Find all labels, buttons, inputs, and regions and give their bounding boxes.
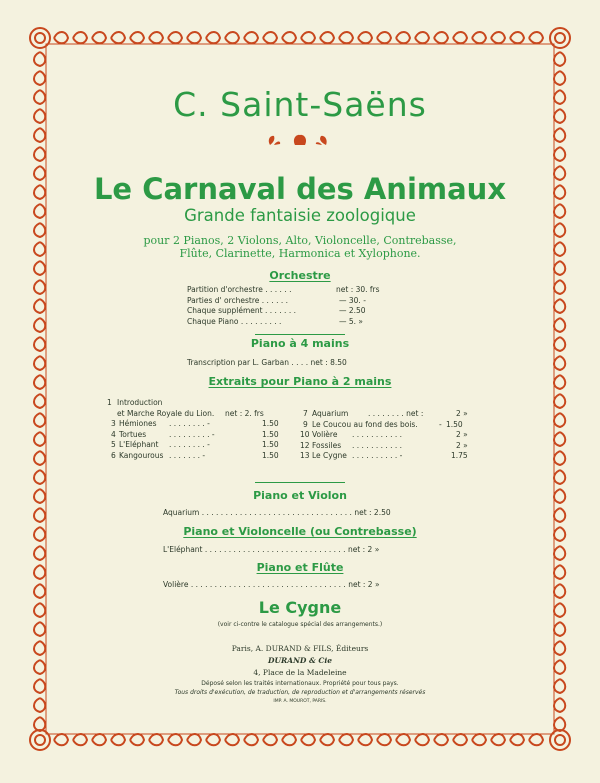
border-segment	[149, 734, 163, 745]
publisher-line-1: Paris, A. DURAND & FILS, Éditeurs	[231, 644, 369, 653]
price-row: Partition d'orchestre . . . . . . net : 30. frs	[187, 285, 380, 294]
border-segment	[358, 32, 372, 43]
border-segment	[472, 32, 486, 43]
border-segment	[34, 584, 45, 598]
border-segment	[510, 32, 524, 43]
border-segment	[30, 730, 50, 750]
border-segment	[54, 734, 68, 745]
border-segment	[555, 735, 565, 745]
border-segment	[415, 32, 429, 43]
divider	[255, 334, 345, 335]
border-segment	[554, 71, 565, 85]
extraits-right-column	[300, 409, 500, 462]
border-segment	[34, 52, 45, 66]
border-segment	[92, 32, 106, 43]
border-segment	[34, 394, 45, 408]
border-segment	[263, 734, 277, 745]
border-segment	[554, 318, 565, 332]
border-segment	[320, 734, 334, 745]
border-segment	[554, 717, 565, 731]
border-segment	[301, 32, 315, 43]
border-segment	[149, 32, 163, 43]
border-segment	[554, 299, 565, 313]
border-segment	[187, 32, 201, 43]
border-segment	[529, 32, 543, 43]
extrait-row: 13 Le Cygne . . . . . . . . . . - 1.75	[300, 451, 468, 461]
border-segment	[529, 734, 543, 745]
printer-credit: IMP. A. MOUROT, PARIS.	[273, 699, 327, 704]
publisher-address: 4, Place de la Madeleine	[253, 668, 347, 677]
extrait-row: 1 Introduction	[107, 398, 163, 407]
border-segment	[554, 508, 565, 522]
border-segment	[34, 280, 45, 294]
border-segment	[244, 734, 258, 745]
price-row: Parties d' orchestre . . . . . . — 30. -	[187, 295, 366, 305]
border-segment	[491, 734, 505, 745]
extrait-row: 4 Tortues . . . . . . . . . - 1.50	[111, 429, 279, 439]
section-heading-orchestre: Orchestre	[269, 269, 331, 282]
border-segment	[111, 32, 125, 43]
rights-notice: Tous droits d'exécution, de traduction, de reproduction et d'arrangements réservés	[174, 689, 426, 696]
section-heading-piano-violon: Piano et Violon	[253, 489, 347, 502]
border-segment	[111, 734, 125, 745]
section-heading-piano-violoncelle: Piano et Violoncelle (ou Contrebasse)	[183, 525, 417, 538]
border-segment	[554, 413, 565, 427]
border-segment	[263, 32, 277, 43]
border-segment	[92, 734, 106, 745]
border-segment	[34, 432, 45, 446]
border-segment	[554, 356, 565, 370]
border-segment	[377, 32, 391, 43]
le-cygne-heading: Le Cygne	[258, 598, 342, 617]
price-row: Chaque supplément . . . . . . . — 2.50	[187, 306, 366, 315]
catalogue-note: (voir ci-contre le catalogue spécial des arrangements.)	[217, 621, 383, 628]
border-segment	[472, 734, 486, 745]
piano-violon-row: Aquarium . . . . . . . . . . . . . . . . . . . . . . . . . . . . . . . . net : 2.50	[163, 508, 391, 517]
border-segment	[206, 32, 220, 43]
legal-notice: Déposé selon les traités internationaux. Propriété pour tous pays.	[201, 680, 399, 687]
border-segment	[30, 28, 50, 48]
border-segment	[554, 470, 565, 484]
border-segment	[554, 584, 565, 598]
border-segment	[206, 734, 220, 745]
border-segment	[554, 280, 565, 294]
border-segment	[358, 734, 372, 745]
border-segment	[168, 32, 182, 43]
border-segment	[187, 734, 201, 745]
piano-violoncelle-row: L'Eléphant . . . . . . . . . . . . . . . . . . . . . . . . . . . . . . net : 2 »	[163, 545, 380, 554]
border-segment	[377, 734, 391, 745]
border-segment	[415, 734, 429, 745]
border-segment	[34, 413, 45, 427]
piano-4-mains-row: Transcription par L. Garban . . . . net : 8.50	[187, 358, 347, 367]
section-heading-extraits: Extraits pour Piano à 2 mains	[208, 375, 392, 388]
orchestre-price-list	[187, 285, 427, 327]
three-leaf-ornament-icon	[0, 132, 600, 151]
border-segment	[225, 32, 239, 43]
border-segment	[554, 432, 565, 446]
border-segment	[301, 734, 315, 745]
extrait-row: 9 Le Coucou au fond des bois. - 1.50	[303, 419, 463, 429]
border-segment	[34, 546, 45, 560]
border-segment	[453, 32, 467, 43]
extrait-row: 6 Kangourous . . . . . . . - 1.50	[111, 450, 279, 460]
border-segment	[339, 32, 353, 43]
border-segment	[282, 32, 296, 43]
price-row: Chaque Piano . . . . . . . . . — 5. »	[187, 316, 364, 326]
border-segment	[130, 734, 144, 745]
extrait-row: 3 Hémiones . . . . . . . . - 1.50	[111, 419, 279, 429]
border-segment	[225, 734, 239, 745]
extrait-row: 5 L'Eléphant . . . . . . . . - 1.50	[111, 440, 279, 450]
extrait-row: 10 Volière . . . . . . . . . . . 2 »	[300, 430, 468, 440]
border-segment	[35, 735, 45, 745]
border-segment	[434, 734, 448, 745]
extraits-left-column	[107, 398, 287, 462]
piece-title: Le Carnaval des Animaux	[93, 172, 507, 206]
border-segment	[320, 32, 334, 43]
border-segment	[168, 734, 182, 745]
border-segment	[35, 33, 45, 43]
piano-flute-row: Volière . . . . . . . . . . . . . . . . . . . . . . . . . . . . . . . . . net : 2 »	[163, 580, 380, 589]
border-segment	[510, 734, 524, 745]
section-heading-piano-4-mains: Piano à 4 mains	[250, 337, 350, 350]
publisher-line-2: DURAND & Cie	[267, 656, 333, 665]
instrumentation-line-2: Flûte, Clarinette, Harmonica et Xylophone.	[179, 247, 421, 260]
border-segment	[73, 32, 87, 43]
piece-subtitle: Grande fantaisie zoologique	[184, 206, 416, 225]
border-segment	[244, 32, 258, 43]
divider	[255, 482, 345, 483]
extrait-row: et Marche Royale du Lion. net : 2. frs	[117, 408, 264, 418]
border-segment	[34, 356, 45, 370]
border-segment	[453, 734, 467, 745]
border-segment	[34, 717, 45, 731]
border-segment	[550, 28, 570, 48]
extrait-row: 12 Fossiles . . . . . . . . . . . 2 »	[300, 440, 468, 450]
border-segment	[434, 32, 448, 43]
composer-name: C. Saint-Saëns	[173, 85, 427, 124]
border-segment	[554, 451, 565, 465]
border-segment	[282, 734, 296, 745]
border-segment	[396, 734, 410, 745]
border-segment	[130, 32, 144, 43]
border-segment	[34, 508, 45, 522]
border-segment	[54, 32, 68, 43]
border-segment	[34, 470, 45, 484]
border-segment	[34, 71, 45, 85]
border-segment	[34, 451, 45, 465]
border-segment	[550, 730, 570, 750]
section-heading-piano-flute: Piano et Flûte	[256, 561, 344, 574]
extrait-row: 7 Aquarium . . . . . . . . net : 2 »	[303, 409, 468, 418]
border-segment	[34, 318, 45, 332]
instrumentation-line-1: pour 2 Pianos, 2 Violons, Alto, Violoncelle, Contrebasse,	[143, 234, 457, 247]
border-segment	[73, 734, 87, 745]
border-segment	[555, 33, 565, 43]
border-segment	[396, 32, 410, 43]
border-segment	[554, 52, 565, 66]
border-segment	[339, 734, 353, 745]
border-segment	[554, 394, 565, 408]
border-segment	[554, 546, 565, 560]
border-segment	[34, 299, 45, 313]
border-segment	[491, 32, 505, 43]
